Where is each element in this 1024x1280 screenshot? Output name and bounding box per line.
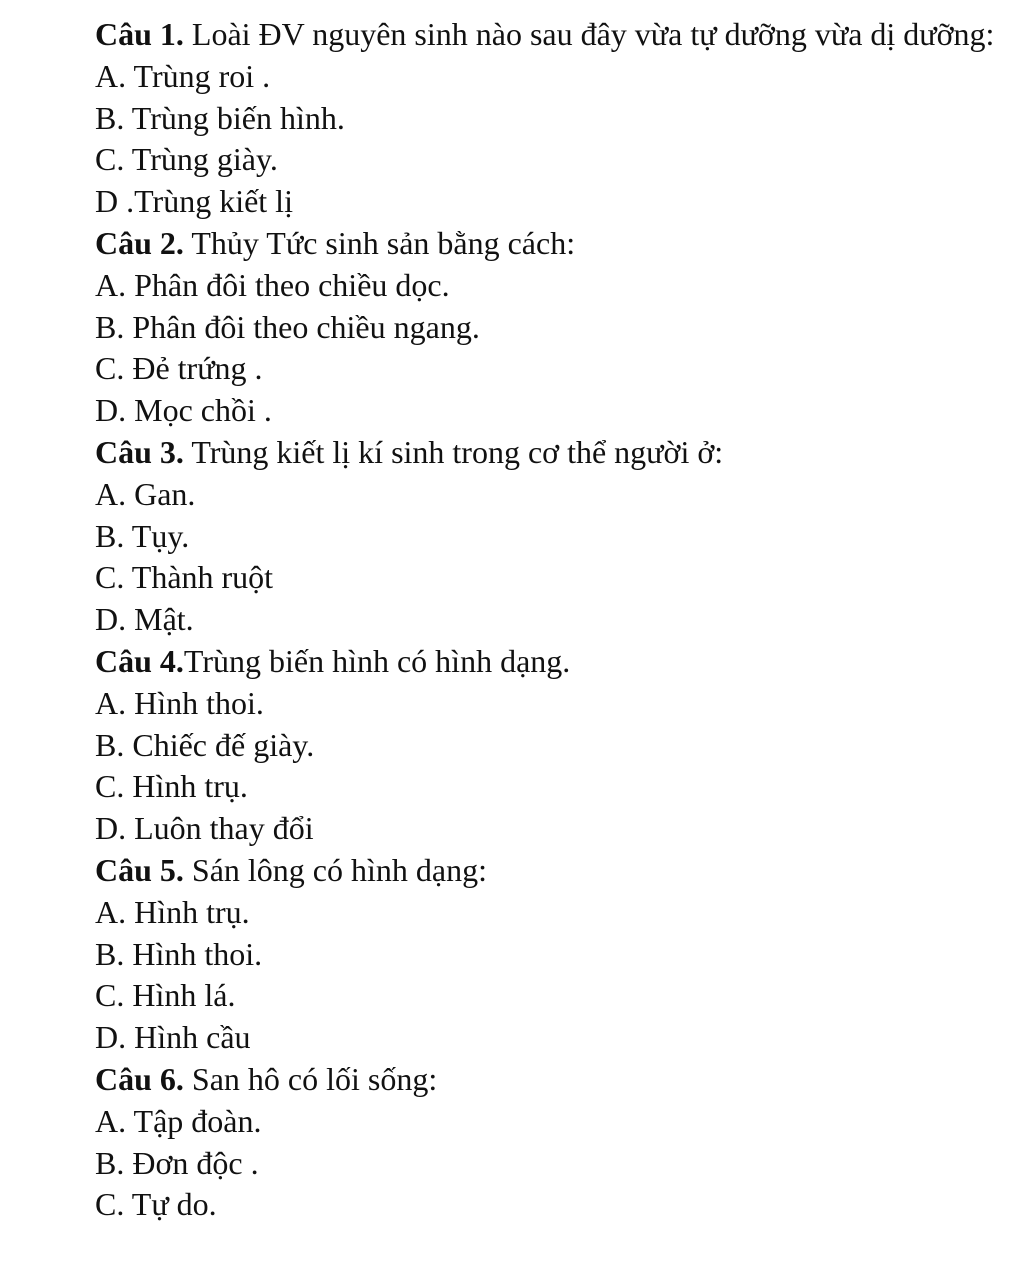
question-list [95, 14, 1005, 1226]
question-label: Câu 2. [95, 224, 184, 261]
question-label: Câu 1. [95, 16, 184, 52]
question-text: Thủy Tức sinh sản bằng cách: [183, 224, 576, 261]
option-d: D. Mật. [95, 601, 194, 638]
option-a: A. Phân đôi theo chiều dọc. [95, 266, 450, 303]
option-b: B. Chiếc đế giày. [95, 726, 315, 763]
question-text: San hô có lối sống: [183, 1060, 438, 1097]
question-label: Câu 4. [95, 642, 184, 679]
option-b: B. Đơn độc . [95, 1144, 259, 1181]
question-text: Trùng biến hình có hình dạng. [183, 642, 571, 679]
option-c: C. Đẻ trứng . [95, 350, 263, 387]
question-text: Trùng kiết lị kí sinh trong cơ thể người ở: [183, 433, 724, 470]
option-c: C. Hình trụ. [95, 768, 248, 805]
question-2 [95, 223, 1005, 432]
question-text: Sán lông có hình dạng: [183, 851, 487, 888]
option-c: C. Tự do. [95, 1186, 217, 1223]
option-a: A. Gan. [95, 475, 196, 512]
question-1 [95, 14, 1005, 223]
question-label: Câu 3. [95, 433, 184, 470]
question-6 [95, 1059, 1005, 1226]
question-4 [95, 641, 1005, 850]
option-a: A. Tập đoàn. [95, 1102, 262, 1139]
option-c: C. Hình lá. [95, 977, 236, 1014]
question-title [95, 1059, 1005, 1101]
question-title [95, 432, 1005, 474]
option-b: B. Trùng biến hình. [95, 99, 345, 136]
question-title [95, 850, 1005, 892]
option-a: A. Hình thoi. [95, 684, 264, 721]
option-d: D. Hình cầu [95, 1019, 251, 1056]
option-b: B. Phân đôi theo chiều ngang. [95, 308, 480, 345]
option-b: B. Tụy. [95, 517, 190, 554]
option-c: C. Thành ruột [95, 559, 274, 596]
question-title [95, 223, 1005, 265]
question-title [95, 641, 1005, 683]
option-c: C. Trùng giày. [95, 141, 278, 178]
option-d: D .Trùng kiết lị [95, 183, 293, 220]
option-b: B. Hình thoi. [95, 935, 263, 972]
question-label: Câu 5. [95, 851, 184, 888]
option-d: D. Luôn thay đổi [95, 810, 314, 847]
question-text: Loài ĐV nguyên sinh nào sau đây vừa tự dưỡng vừa dị dưỡng: [183, 16, 995, 52]
option-d: D. Mọc chồi . [95, 392, 272, 429]
question-title [95, 14, 1005, 56]
question-label: Câu 6. [95, 1060, 184, 1097]
question-5 [95, 850, 1005, 1059]
option-a: A. Hình trụ. [95, 893, 250, 930]
question-3 [95, 432, 1005, 641]
option-a: A. Trùng roi . [95, 57, 271, 94]
